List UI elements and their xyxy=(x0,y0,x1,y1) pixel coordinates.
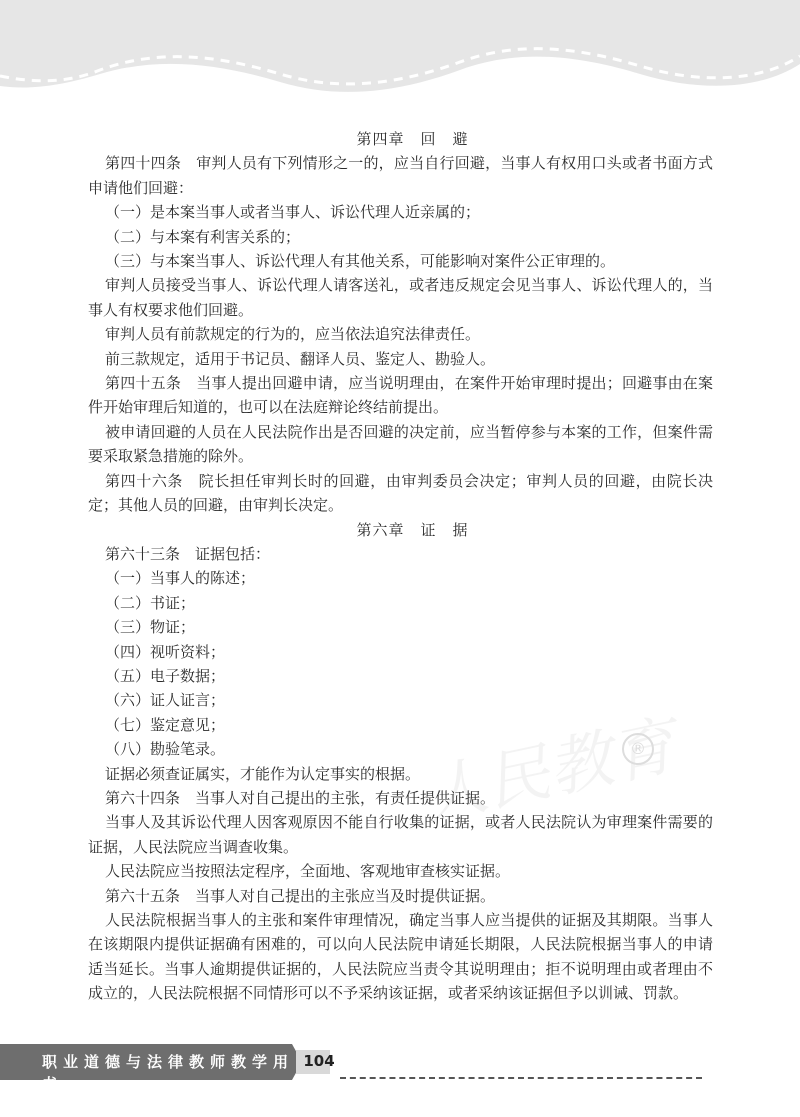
chapter-heading: 第四章 回 避 xyxy=(356,130,469,148)
list-item: （二）与本案有利害关系的； xyxy=(105,227,301,246)
article-paragraph: 第六十五条 当事人对自己提出的主张应当及时提供证据。 xyxy=(105,886,496,905)
paragraph: 当事人及其诉讼代理人因客观原因不能自行收集的证据，或者人民法院认为审理案件需要的证据，人民法院应当调查收集。 xyxy=(88,813,713,856)
header-wave-band xyxy=(0,0,800,120)
paragraph: 审判人员有前款规定的行为的，应当依法追究法律责任。 xyxy=(105,325,481,344)
article-paragraph: 第四十六条 院长担任审判长时的回避，由审判委员会决定；审判人员的回避，由院长决定；其他人员的回避，由审判长决定。 xyxy=(88,471,713,515)
page-number: 104 xyxy=(303,1052,335,1070)
paragraph: 被申请回避的人员在人民法院作出是否回避的决定前，应当暂停参与本案的工作，但案件需要采取紧急措施的除外。 xyxy=(88,422,713,466)
paragraph: 证据必须查证属实，才能作为认定事实的根据。 xyxy=(105,764,421,783)
registered-mark-icon: ® xyxy=(622,733,654,765)
paragraph: 人民法院应当按照法定程序，全面地、客观地审查核实证据。 xyxy=(105,862,511,881)
list-item: （七）鉴定意见； xyxy=(105,715,226,734)
paragraph: 审判人员接受当事人、诉讼代理人请客送礼，或者违反规定会见当事人、诉讼代理人的，当事人有权要求他们回避。 xyxy=(88,276,713,319)
footer-divider xyxy=(340,1077,702,1079)
article-paragraph: 第六十四条 当事人对自己提出的主张，有责任提供证据。 xyxy=(105,788,496,807)
list-item: （八）勘验笔录。 xyxy=(105,740,226,759)
paragraph: 前三款规定，适用于书记员、翻译人员、鉴定人、勘验人。 xyxy=(105,349,496,368)
document-body xyxy=(88,127,713,1006)
list-item: （一）是本案当事人或者当事人、诉讼代理人近亲属的； xyxy=(105,203,481,222)
list-item: （五）电子数据； xyxy=(105,666,226,685)
article-paragraph: 第六十三条 证据包括： xyxy=(105,544,271,563)
list-item: （三）与本案当事人、诉讼代理人有其他关系，可能影响对案件公正审理的。 xyxy=(105,252,616,271)
paragraph: 人民法院根据当事人的主张和案件审理情况，确定当事人应当提供的证据及其期限。当事人在该期限内提供证据确有困难的，可以向人民法院申请延长期限，人民法院根据当事人的申请适当延长。当事人逾期提供证据的，人民法院应当责令其说明理由；拒不说明理由或者理由不成立的，人民法院根据不同情形可以不予采纳该证据，或者采纳该证据但予以训诫、罚款。 xyxy=(88,911,713,1003)
list-item: （四）视听资料； xyxy=(105,642,226,661)
book-title: 职业道德与法律教师教学用书 xyxy=(42,1053,295,1093)
list-item: （三）物证； xyxy=(105,618,196,637)
list-item: （一）当事人的陈述； xyxy=(105,569,256,588)
article-paragraph: 第四十四条 审判人员有下列情形之一的，应当自行回避，当事人有权用口头或者书面方式申请他们回避： xyxy=(88,154,713,197)
article-paragraph: 第四十五条 当事人提出回避申请，应当说明理由，在案件开始审理时提出；回避事由在案件开始审理后知道的，也可以在法庭辩论终结前提出。 xyxy=(88,374,713,417)
list-item: （二）书证； xyxy=(105,593,196,612)
chapter-heading: 第六章 证 据 xyxy=(356,520,469,539)
list-item: （六）证人证言； xyxy=(105,691,226,710)
